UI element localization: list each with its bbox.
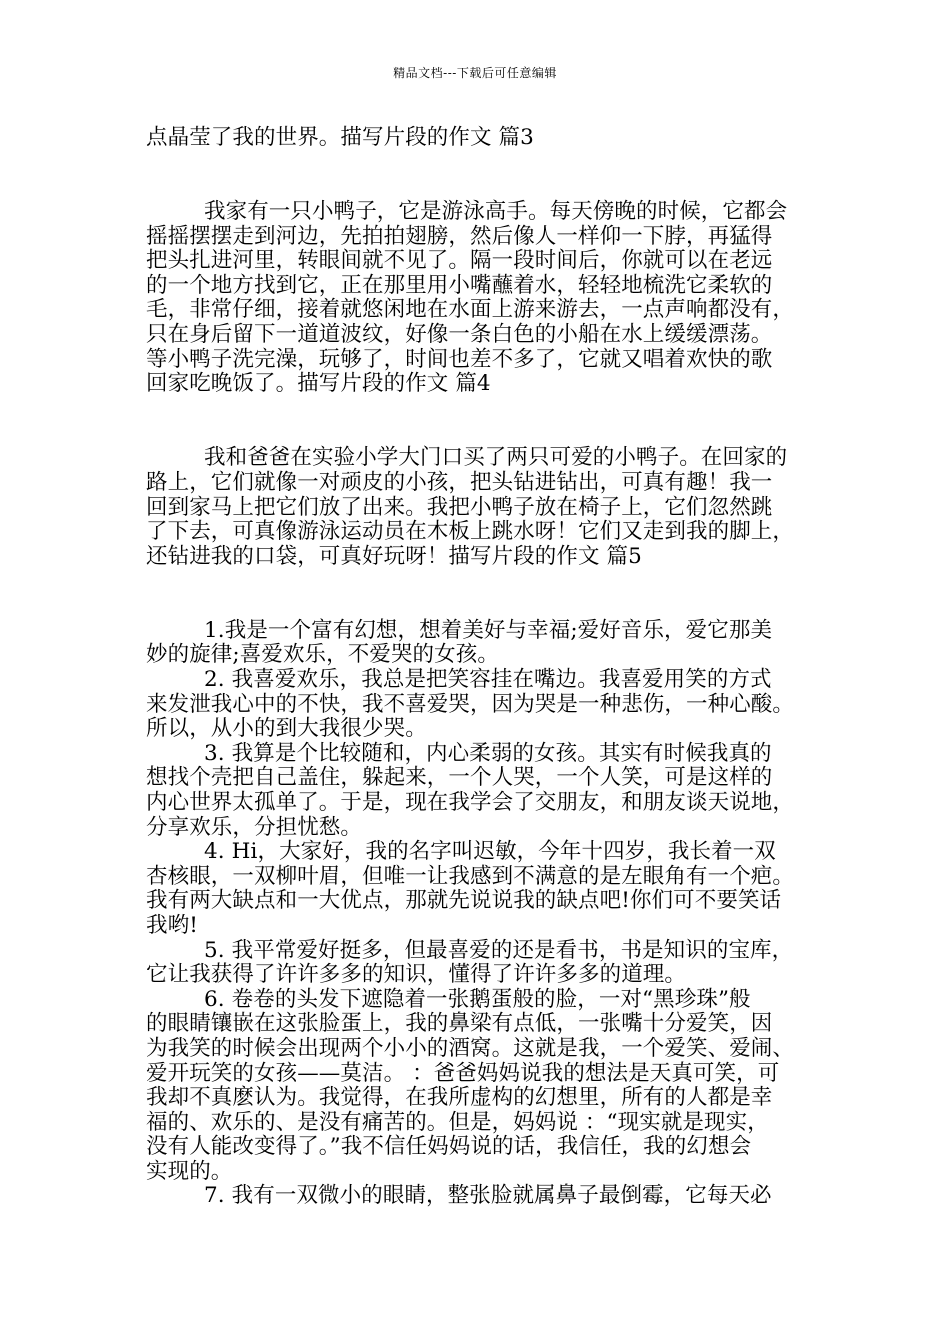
- text-line: 妙的旋律;喜爱欢乐，不爱哭的女孩。: [146, 642, 499, 668]
- text-line: 摇摇摆摆走到河边，先拍拍翅膀，然后像人一样仰一下脖，再猛得: [146, 223, 773, 249]
- text-line: 没有人能改变得了。”我不信任妈妈说的话，我信任，我的幻想会: [146, 1134, 752, 1160]
- paragraph-gap: [146, 397, 806, 447]
- text-line: 6. 卷卷的头发下遮隐着一张鹅蛋般的脸，一对“黑珍珠”般: [204, 986, 751, 1012]
- text-line: 所以，从小的到大我很少哭。: [146, 716, 427, 742]
- paragraph-gap: [146, 151, 806, 201]
- text-line: 把头扎进河里，转眼间就不见了。隔一段时间后，你就可以在老远: [146, 248, 773, 274]
- text-line: 内心世界太孤单了。于是，现在我学会了交朋友，和朋友谈天说地，: [146, 789, 795, 815]
- text-line: 4. Hi，大家好，我的名字叫迟敏，今年十四岁，我长着一双: [204, 839, 776, 865]
- text-line: 1.我是一个富有幻想，想着美好与幸福;爱好音乐，爱它那美: [204, 617, 773, 643]
- text-line: 3. 我算是个比较随和，内心柔弱的女孩。其实有时候我真的: [204, 740, 772, 766]
- text-line: 分享欢乐，分担忧愁。: [146, 814, 363, 840]
- text-line: 它让我获得了许许多多的知识，懂得了许许多多的道理。: [146, 962, 687, 988]
- text-line: 毛，非常仔细，接着就悠闲地在水面上游来游去，一点声响都没有，: [146, 297, 795, 323]
- text-line: 等小鸭子洗完澡，玩够了，时间也差不多了，它就又唱着欢快的歌: [146, 346, 773, 372]
- document-body: [146, 126, 806, 1209]
- text-line: 我家有一只小鸭子，它是游泳高手。每天傍晚的时候，它都会: [204, 199, 788, 225]
- text-line: 只在身后留下一道道波纹，好像一条白色的小船在水上缓缓漂荡。: [146, 322, 773, 348]
- text-line: 的眼睛镶嵌在这张脸蛋上，我的鼻梁有点低，一张嘴十分爱笑，因: [146, 1011, 773, 1037]
- text-line: 2. 我喜爱欢乐，我总是把笑容挂在嘴边。我喜爱用笑的方式: [204, 667, 772, 692]
- text-line: 爱开玩笑的女孩——莫洁。 ：爸爸妈妈说我的想法是天真可笑，可: [146, 1060, 780, 1086]
- paragraph-gap: [146, 569, 806, 619]
- text-line: 的一个地方找到它，正在那里用小嘴蘸着水，轻轻地梳洗它柔软的: [146, 272, 773, 298]
- text-line: 7. 我有一双微小的眼睛，整张脸就属鼻子最倒霉，它每天必: [204, 1183, 772, 1209]
- text-line: 我却不真麽认为。我觉得，在我所虚构的幻想里，所有的人都是幸: [146, 1085, 773, 1111]
- text-line: 实现的。: [146, 1158, 233, 1184]
- text-line: 回家吃晚饭了。描写片段的作文 篇4: [146, 371, 491, 397]
- text-line: 我和爸爸在实验小学大门口买了两只可爱的小鸭子。在回家的: [204, 445, 788, 471]
- text-line: 点晶莹了我的世界。描写片段的作文 篇3: [146, 125, 534, 150]
- text-line: 我有两大缺点和一大优点，那就先说说我的缺点吧!你们可不要笑话: [146, 888, 782, 914]
- text-line: 杏核眼，一双柳叶眉，但唯一让我感到不满意的是左眼角有一个疤。: [146, 863, 795, 889]
- text-line: 了下去，可真像游泳运动员在木板上跳水呀！它们又走到我的脚上，: [146, 519, 795, 545]
- text-line: 来发泄我心中的不快，我不喜爱哭，因为哭是一种悲伤，一种心酸。: [146, 691, 795, 717]
- text-line: 还钻进我的口袋，可真好玩呀！描写片段的作文 篇5: [146, 543, 642, 569]
- text-line: 福的、欢乐的、是没有痛苦的。但是，妈妈说 ：“现实就是现实，: [146, 1109, 769, 1135]
- text-line: 路上，它们就像一对顽皮的小孩，把头钻进钻出，可真有趣！我一: [146, 469, 773, 495]
- text-line: 想找个壳把自己盖住，躲起来，一个人哭，一个人笑，可是这样的: [146, 765, 773, 791]
- page-header: 精品文档---下载后可任意编辑: [393, 66, 557, 80]
- text-line: 回到家马上把它们放了出来。我把小鸭子放在椅子上，它们忽然跳: [146, 494, 773, 520]
- text-line: 为我笑的时候会出现两个小小的酒窝。这就是我，一个爱笑、爱闹、: [146, 1035, 795, 1061]
- text-line: 我哟!: [146, 912, 198, 938]
- text-line: 5. 我平常爱好挺多，但最喜爱的还是看书，书是知识的宝库，: [204, 937, 794, 963]
